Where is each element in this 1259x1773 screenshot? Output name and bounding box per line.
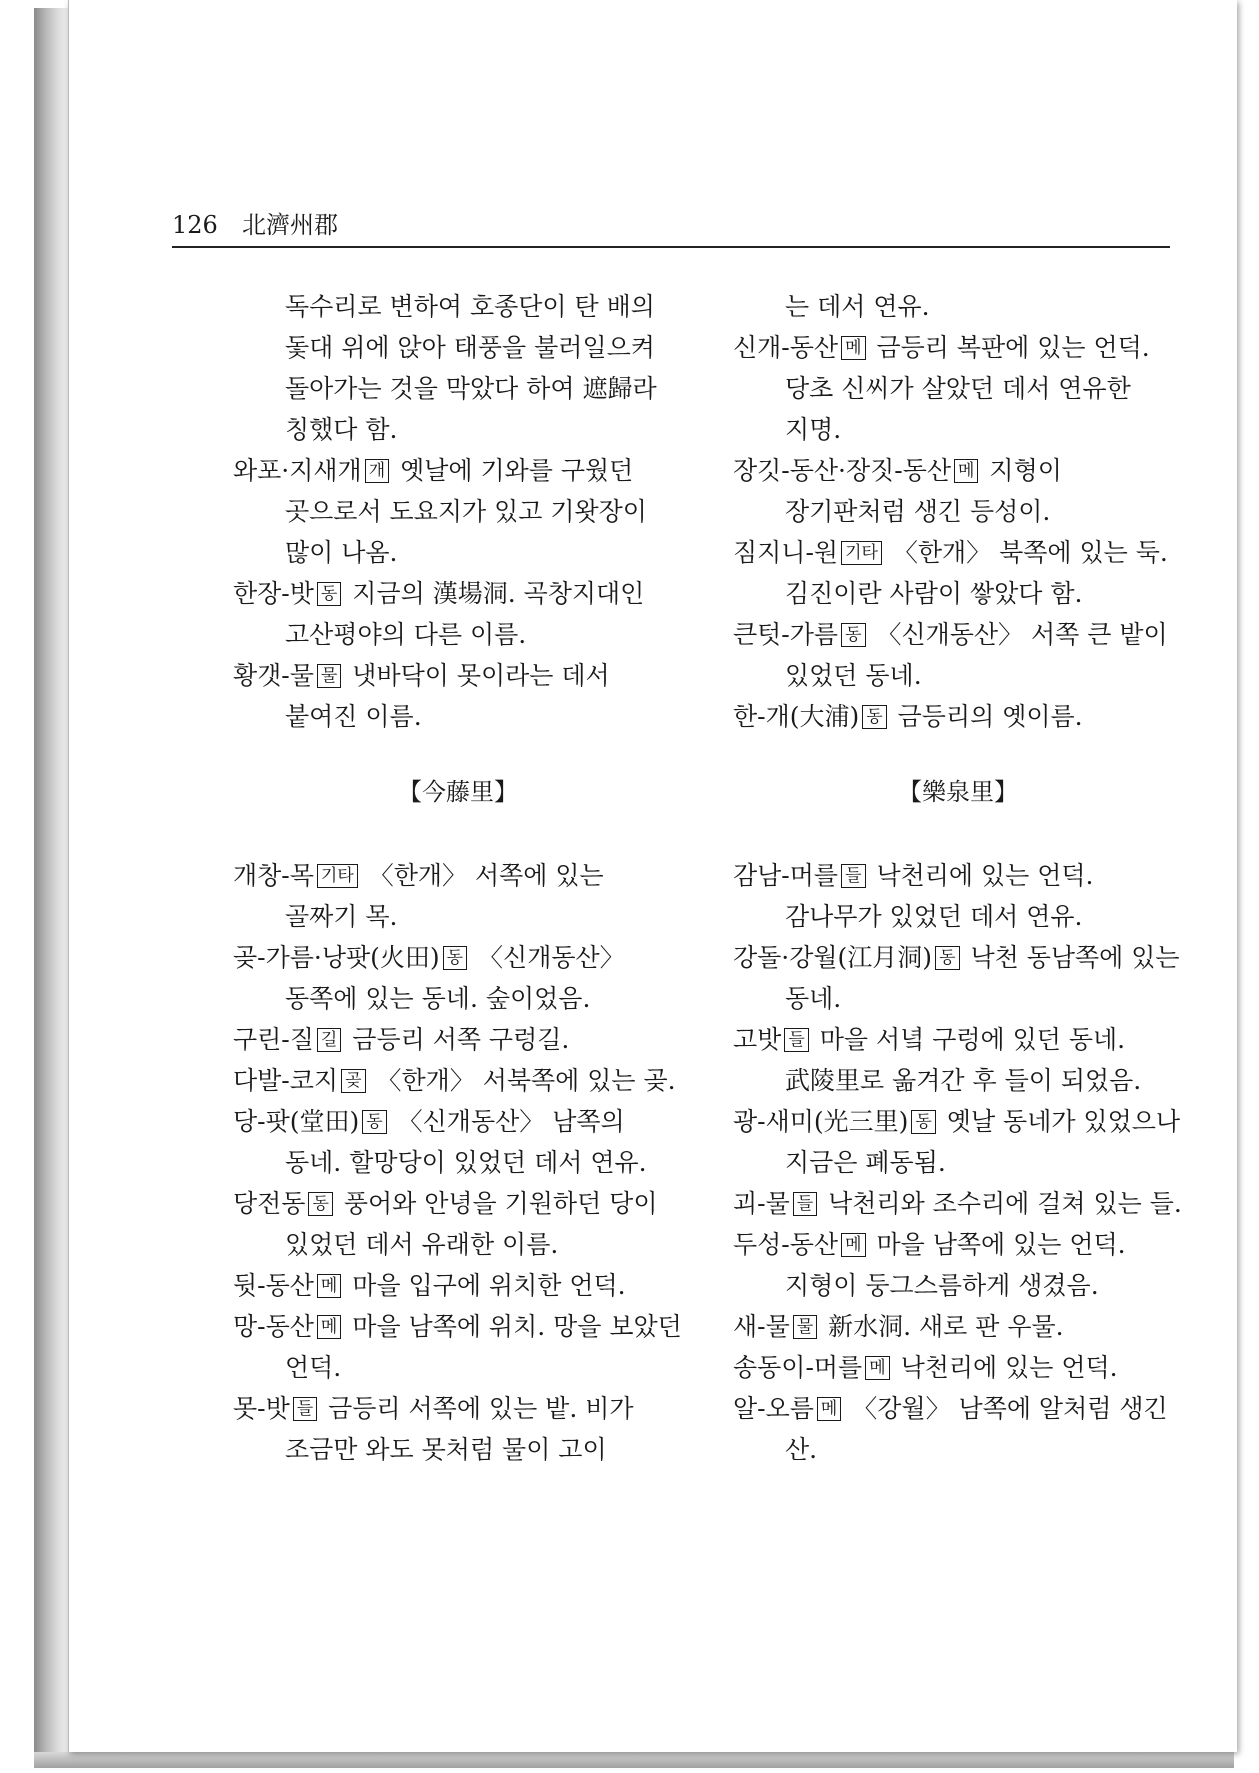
entry-name: 광-새미(光三里) [733,1107,909,1136]
entry-description: 옛날에 기와를 구웠던 곳으로서 도요지가 있고 기왓장이 많이 나옴. [285,456,647,567]
entry-description: 〈한개〉 서북쪽에 있는 곶. [368,1066,676,1095]
glossary-entry [733,1101,1183,1183]
entry-name: 짐지니-원 [733,538,839,567]
glossary-entry [233,1183,683,1265]
entry-type-tag: 물 [317,664,341,688]
entry-name: 구린-질 [233,1025,314,1054]
glossary-entry [733,450,1183,532]
glossary-entry [733,1224,1183,1306]
entry-type-tag: 들 [841,864,865,888]
entry-type-tag: 메 [817,1397,841,1421]
glossary-entry [233,937,683,1019]
entry-type-tag: 들 [793,1192,817,1216]
glossary-entry [233,1388,683,1470]
glossary-entry [733,327,1183,450]
left-top-entries [233,286,683,737]
entry-type-tag: 동 [862,705,886,729]
entry-name: 새-물 [733,1312,790,1341]
entry-name: 다발-코지 [233,1066,339,1095]
entry-name: 고밧 [733,1025,782,1054]
glossary-entry [733,286,1183,327]
section-title: 【今藤里】 [398,778,518,806]
entry-description: 마을 남쪽에 위치. 망을 보았던 언덕. [285,1312,682,1382]
entry-type-tag: 메 [317,1274,341,1298]
page-number: 126 [172,211,218,239]
entry-type-tag: 메 [954,459,978,483]
left-section-entries [233,855,683,1470]
entry-name: 감남-머를 [733,861,839,890]
entry-description: 낙천리에 있는 언덕. 감나무가 있었던 데서 연유. [785,861,1094,931]
glossary-entry [733,937,1183,1019]
right-top-entries [733,286,1183,737]
entry-description: 금등리 서쪽에 있는 밭. 비가 조금만 와도 못처럼 물이 고이 [285,1394,634,1464]
entry-description: 지형이 장기판처럼 생긴 등성이. [785,456,1062,526]
glossary-entry [233,855,683,937]
entry-name: 괴-물 [733,1189,790,1218]
book-page-edge [34,8,68,1764]
entry-description: 마을 입구에 위치한 언덕. [344,1271,626,1300]
entry-description: 낙천 동남쪽에 있는 동네. [785,943,1180,1013]
book-bottom-edge [34,1752,1234,1768]
entry-type-tag: 곶 [341,1069,365,1093]
glossary-entry [233,1101,683,1183]
entry-type-tag: 동 [443,946,467,970]
entry-type-tag: 들 [293,1397,317,1421]
entry-type-tag: 물 [793,1315,817,1339]
entry-description: 옛날 동네가 있었으나 지금은 폐동됨. [785,1107,1181,1177]
glossary-entry [733,532,1183,614]
entry-name: 와포·지새개 [233,456,362,485]
entry-type-tag: 길 [317,1028,341,1052]
entry-name: 알-오름 [733,1394,814,1423]
entry-type-tag: 들 [784,1028,808,1052]
glossary-entry [733,1388,1183,1470]
glossary-entry [733,1306,1183,1347]
glossary-entry [233,1060,683,1101]
entry-name: 큰텃-가름 [733,620,839,649]
left-column [233,286,683,1470]
entry-type-tag: 메 [865,1356,889,1380]
running-head [172,210,1170,248]
entry-name: 한장-밧 [233,579,314,608]
glossary-entry [233,1306,683,1388]
entry-continuation-text: 독수리로 변하여 호종단이 탄 배의 돛대 위에 앉아 태풍을 불러일으켜 돌아가는 것을 막았다 하여 遮歸라 칭했다 함. [285,292,657,444]
entry-type-tag: 동 [841,623,865,647]
entry-type-tag: 개 [365,459,389,483]
entry-type-tag: 동 [935,946,959,970]
book-title: 北濟州郡 [242,211,338,239]
entry-name: 당-팟(堂田) [233,1107,360,1136]
entry-description: 냇바닥이 못이라는 데서 붙여진 이름. [285,661,610,731]
entry-type-tag: 동 [911,1110,935,1134]
entry-type-tag: 동 [308,1192,332,1216]
entry-name: 한-개(大浦) [733,702,860,731]
glossary-entry [733,1347,1183,1388]
entry-type-tag: 메 [841,336,865,360]
entry-name: 망-동산 [233,1312,314,1341]
entry-description: 〈한개〉 서쪽에 있는 골짜기 목. [285,861,604,931]
right-column [733,286,1183,1470]
glossary-entry [233,1265,683,1306]
entry-name: 두성-동산 [733,1230,839,1259]
entry-name: 못-밧 [233,1394,290,1423]
entry-type-tag: 메 [317,1315,341,1339]
entry-description: 지금의 漢場洞. 곡창지대인 고산평야의 다른 이름. [285,579,645,649]
entry-description: 금등리 복판에 있는 언덕. 당초 신씨가 살았던 데서 연유한 지명. [785,333,1150,444]
entry-name: 송동이-머를 [733,1353,863,1382]
entry-continuation-text: 는 데서 연유. [785,292,930,321]
entry-type-tag: 동 [317,582,341,606]
entry-description: 풍어와 안녕을 기원하던 당이 있었던 데서 유래한 이름. [285,1189,658,1259]
glossary-entry [233,1019,683,1060]
entry-description: 新水洞. 새로 판 우물. [820,1312,1064,1341]
right-section-entries [733,855,1183,1470]
glossary-entry [233,573,683,655]
entry-type-tag: 메 [841,1233,865,1257]
entry-name: 곶-가름·낭팟(火田) [233,943,440,972]
entry-type-tag: 동 [362,1110,386,1134]
glossary-entry [733,855,1183,937]
entry-description: 〈강월〉 남쪽에 알처럼 생긴 산. [785,1394,1168,1464]
entry-type-tag: 기타 [841,541,882,565]
entry-description: 마을 서녘 구렁에 있던 동네. 武陵里로 옮겨간 후 들이 되었음. [785,1025,1142,1095]
entry-description: 〈신개동산〉 동쪽에 있는 동네. 숲이었음. [285,943,625,1013]
section-title: 【樂泉里】 [898,778,1018,806]
entry-type-tag: 기타 [317,864,358,888]
glossary-entry [733,614,1183,696]
entry-name: 신개-동산 [733,333,839,362]
glossary-entry [733,1183,1183,1224]
entry-description: 금등리 서쪽 구렁길. [344,1025,570,1054]
entry-description: 〈한개〉 북쪽에 있는 둑. 김진이란 사람이 쌓았다 함. [785,538,1168,608]
entry-name: 황갯-물 [233,661,314,690]
entry-name: 장깃-동산·장짓-동산 [733,456,952,485]
entry-description: 〈신개동산〉 남쪽의 동네. 할망당이 있었던 데서 연유. [285,1107,647,1177]
glossary-entry [233,450,683,573]
glossary-entry [233,286,683,450]
entry-description: 마을 남쪽에 있는 언덕. 지형이 둥그스름하게 생겼음. [785,1230,1126,1300]
entry-description: 낙천리에 있는 언덕. [892,1353,1118,1382]
entry-name: 뒷-동산 [233,1271,314,1300]
glossary-entry [733,696,1183,737]
entry-description: 금등리의 옛이름. [889,702,1083,731]
entry-description: 〈신개동산〉 서쪽 큰 밭이 있었던 동네. [785,620,1168,690]
glossary-entry [733,1019,1183,1101]
entry-description: 낙천리와 조수리에 걸쳐 있는 들. [820,1189,1182,1218]
glossary-entry [233,655,683,737]
entry-name: 개창-목 [233,861,314,890]
entry-name: 당전동 [233,1189,306,1218]
entry-name: 강돌·강월(江月洞) [733,943,933,972]
